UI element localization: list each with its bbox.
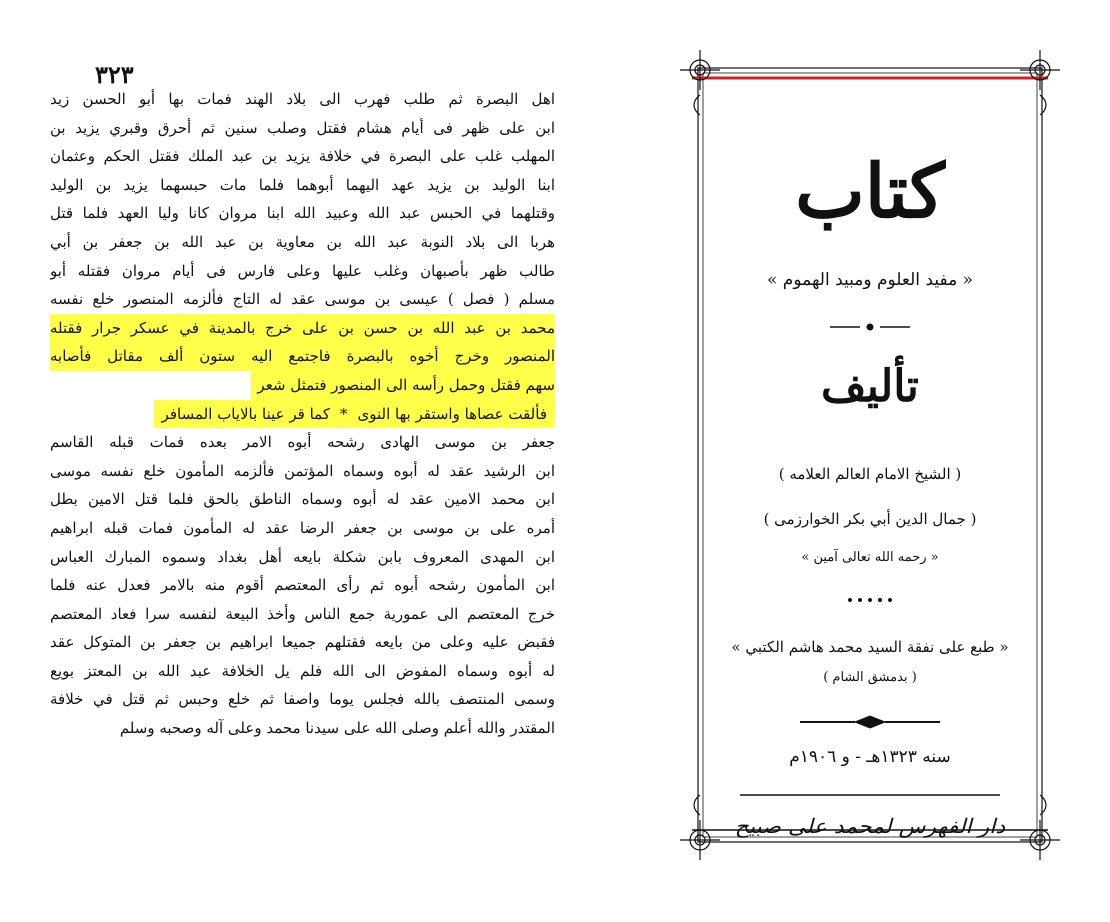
corner-ornament-tl [680,50,720,115]
line-text: هربا الى بلاد النوبة عبد الله بن معاوية بن عبد الله بن جعفر بن أبي [50,232,555,251]
text-line [50,714,555,743]
line-text: ابن الرشيد عقد له أبوه وسماه المؤتمن فألزمه المأمون خلع نفسه موسى [50,461,555,480]
line-text: جعفر بن موسى الهادى رشحه أبوه الامر بعده فمات قبله القاسم [50,433,555,452]
text-line [50,600,555,629]
highlighted-text-line [50,371,555,400]
line-text: له أبوه وسماه المفوض الى الله فلم يل الخلافة عبد الله بن المعتز بويع [50,661,555,680]
line-text: محمد بن عبد الله بن حسن بن على خرج بالمدينة في عسكر جرار فقتله [50,318,555,337]
verse-line [50,400,555,429]
text-line [50,171,555,200]
publication-year: سنه ١٣٢٣هـ - و ١٩٠٦م [789,747,951,767]
text-line [50,114,555,143]
page-number: ٣٢٣ [95,60,134,89]
book-title: « مفيد العلوم ومبيد الهموم » [767,270,973,290]
text-line [50,571,555,600]
text-line [50,428,555,457]
highlighted-text-line [50,314,555,343]
line-text: ابن المأمون رشحه أبوه ثم رأى المعتصم أقوم منه بالامر فعدل عنه فلما [50,576,555,595]
text-line [50,685,555,714]
author-name: ( جمال الدين أبي بكر الخوارزمى ) [763,510,977,528]
author-blessing: « رحمه الله تعالى آمين » [801,550,939,565]
line-text: مسلم ( فصل ) عيسى بن موسى عقد له التاج فألزمه المنصور خلع نفسه [50,290,555,309]
separator-ornament-3 [800,716,940,728]
verse-hemistich-1: فألقت عصاها واستقر بها النوى [357,404,547,423]
line-text: ابنا الوليد بن يزيد عهد اليهما أبوهما فلما مات حبسهما يزيد بن الوليد [50,175,555,194]
text-line [50,628,555,657]
text-page [40,40,560,840]
line-text: المهلب غلب على البصرة في خلافة يزيد بن عبد الملك فقتل الحكم وعثمان [50,147,555,166]
text-line [50,543,555,572]
authorship-word: تأليف [821,361,919,412]
text-line [50,457,555,486]
verse-hemistich-2: كما قر عينا بالاياب المسافر [161,404,330,423]
line-text: سهم فقتل وحمل رأسه الى المنصور فتمثل شعر [251,371,555,400]
text-line [50,228,555,257]
text-line [50,257,555,286]
text-line [50,657,555,686]
verse-separator: * [340,404,348,423]
corner-ornament-tr [1020,50,1060,115]
author-honorific: ( الشيخ الامام العالم العلامه ) [778,465,962,483]
separator-ornament-2 [849,599,892,602]
line-text: المنصور وخرج أخوه بالبصرة فاجتمع اليه ستون ألف مقاتل فأصابه [50,347,555,366]
text-line [50,142,555,171]
body-text [50,85,555,743]
line-text: وسمى المنتصف بالله فجلس يوما واصفا ثم خلع وحبس ثم قتل في خلافة [50,690,555,709]
line-text: ابن محمد الامين عقد له أبوه وسماه الناطق بالحق فلما قتل الامين بطل [50,490,555,509]
text-line [50,85,555,114]
line-text: اهل البصرة ثم طلب فهرب الى بلاد الهند فمات بها أبو الحسن زيد [50,90,555,108]
highlighted-text-line [50,342,555,371]
line-text: ابن على ظهر فى أيام هشام فقتل وصلب سنين ثم أحرق وقبري يزيد بن [50,118,555,137]
text-line [50,199,555,228]
book-word: كتاب [795,149,945,235]
text-line [50,514,555,543]
printing-note: « طبع على نفقة السيد محمد هاشم الكتبي » [731,638,1009,656]
line-text: أمره على بن موسى بن جعفر الرضا عقد له المأمون فمات قبله ابراهيم [50,518,555,537]
line-text: فقبض عليه وعلى من بايعه فقتلهم جميعا ابراهيم بن جعفر بن المتوكل عقد [50,633,555,652]
highlighted-verse [154,400,555,429]
line-text: المقتدر والله أعلم وصلى الله على سيدنا محمد وعلى آله وصحبه وسلم [119,719,555,738]
line-text: ابن المهدى المعروف بابن شكلة بايعه أهل بغداد وسموه المبارك العباس [50,547,555,566]
publisher-logo: دار الفهرس لمحمد على صبيح [734,814,1006,838]
text-line [50,285,555,314]
line-text: خرج المعتصم الى عمورية جمع الناس وأخذ البيعة لنفسه سرا فعاد المعتصم [50,604,555,623]
separator-ornament-1 [830,324,910,330]
line-text: وقتلهما في الحبس عبد الله وعبيد الله ابنا مروان كانا وليا العهد فلما قتل [50,204,555,223]
printing-place: ( بدمشق الشام ) [823,670,917,685]
text-line [50,485,555,514]
line-text: طالب ظهر بأصبهان وغلب عليها وعلى فارس فى أيام مروان فقتله أبو [50,261,555,280]
title-page [670,40,1070,900]
